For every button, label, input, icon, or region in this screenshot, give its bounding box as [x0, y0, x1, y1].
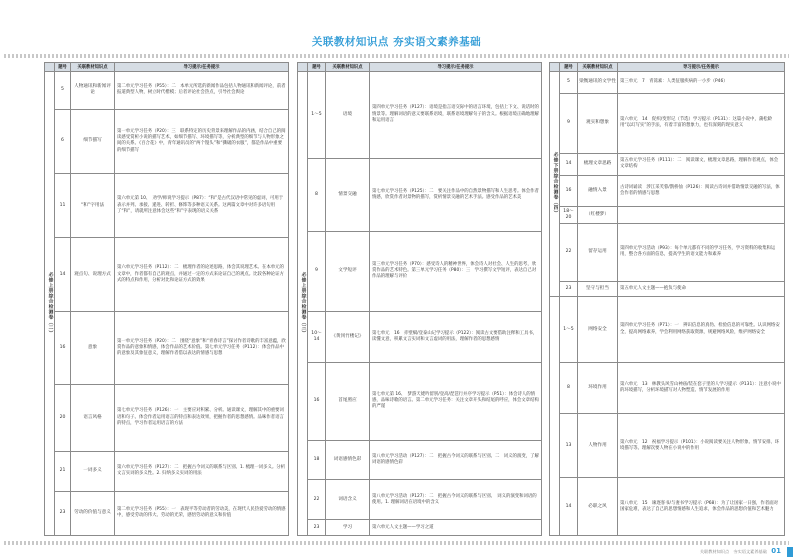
row-hint: 第三单元 7 青蒿素：人类征服疾病的一小步（P46）: [618, 72, 785, 94]
footer-text: [700, 547, 781, 555]
row-hint: 第八单元 15 谏逐客书/与妻书学习提示（P68）：为了让国家一日强，作者面对国家危难，表达了自己的思想情感和人生追求，体会作品的思想价值和艺术魅力: [618, 478, 785, 536]
table-row: [550, 175, 785, 206]
row-topic: “和”字用法: [71, 174, 115, 238]
row-no: 23: [560, 281, 578, 296]
header-topic: 关联教材知识点: [71, 63, 115, 72]
page-header: [0, 0, 793, 60]
table-row: [298, 72, 542, 159]
table-row: [550, 414, 785, 478]
row-hint: 第六单元 14 促织/变形记（节选）学习提示（P131）：这篇小说中，蒲松龄用“以幻写实”的手法，有着丰富的想象力，也有深刻的现实意义: [618, 94, 785, 154]
row-hint: 第五单元人文主题——抱负与使命: [618, 281, 785, 296]
table-row: [45, 174, 289, 238]
row-no: 11: [55, 174, 71, 238]
row-topic: 首尾照应: [326, 362, 370, 440]
row-no: 14: [560, 153, 578, 175]
row-topic: 融情入景: [578, 175, 618, 206]
row-hint: 第四单元学习任务（P127）：语境是指言语交际中的语言环境，包括上下文、说话时的情景等。理解词语的意义要联系语境，联系语境理解句子的含义。根据语境正确地理解和运用语言: [370, 72, 542, 159]
row-hint: 第七单元第 16、 梦游天姥吟留别/登高/琵琶行并序学习提示（P51）：体会诗人的情感，品味诗歌的语言。第二单元学习任务：关注文章开头和结尾的呼应，体会文章结构的严谨: [370, 362, 542, 440]
knowledge-table-b: [297, 62, 542, 536]
row-hint: 第六单元学习任务（P127）：二 把握古今词义的联系与区别。1. 梳理一词多义。分析文言实词的多义性。2. 归纳多义实词的用法: [115, 451, 289, 491]
table-row: [550, 94, 785, 154]
table-row: [298, 480, 542, 520]
row-topic: 情景交融: [326, 158, 370, 231]
group-label: 必修上册综合检测卷（二）: [45, 72, 55, 536]
table-row: [298, 520, 542, 536]
row-topic: 细节描写: [71, 109, 115, 173]
page-footer: [0, 539, 793, 559]
row-no: 20: [55, 384, 71, 451]
row-no: 6: [55, 109, 71, 173]
table-row: [298, 362, 542, 440]
row-no: 16: [308, 362, 326, 440]
row-topic: 词语含义: [326, 480, 370, 520]
header-no: 题号: [560, 63, 578, 72]
table-row: [298, 231, 542, 311]
knowledge-table-a: [44, 62, 289, 536]
footer-note: 关联教材知识点 夯实语文素养基础: [699, 549, 767, 554]
row-no: 5: [560, 72, 578, 94]
page-edge-tab: [787, 547, 793, 557]
table-panel-a: [44, 62, 289, 536]
row-topic: 环境作用: [578, 363, 618, 414]
row-topic: 语言风格: [71, 384, 115, 451]
table-row: [550, 281, 785, 296]
table-row: [45, 451, 289, 491]
row-no: 23: [55, 491, 71, 535]
row-hint: 第八单元学习活动（P127）：二 把握古今词义的联系与区别。二 词义的演变，了解词语的感情色彩: [370, 440, 542, 480]
row-hint: 第五单元学习任务（P111）：二 阅读课文，梳理文章思路，理解作者观点，体会文章结构: [618, 153, 785, 175]
table-row: [550, 206, 785, 223]
header-group: [298, 63, 308, 72]
row-hint: 古诗词诵读 涉江采芙蓉/鹊桥仙（P126）：阅读古诗词并借助情景交融的写法，体会作者的情感与思想: [618, 175, 785, 206]
footer-divider: [4, 541, 789, 545]
row-no: 18: [308, 440, 326, 480]
row-hint: 第二单元学习任务（P55）：二 本单元所选的新闻作品包括人物通讯和新闻评论，前者报道典型人物，树立时代楷模；后者评论社会热点，引导社会舆论: [115, 72, 289, 110]
row-hint: 第七单元学习任务（P125）：二 要关注作品中的自然景物描写和人生思考。体会作者情感，欣赏作者对景物的描写，赏析情景交融的艺术手法。感受作品的艺术美: [370, 158, 542, 231]
row-no: 9: [308, 231, 326, 311]
row-topic: 劳动的价值与意义: [71, 491, 115, 535]
table-row: [298, 158, 542, 231]
row-topic: 留存运用: [578, 223, 618, 281]
row-hint: [618, 206, 785, 223]
row-no: 13: [560, 414, 578, 478]
row-hint: 第四单元学习活动（P93）：每个单元都有不同的学习任务，学习资料的收集和运用，整合各方面的信息，提高学生的语文能力和素养: [618, 223, 785, 281]
row-no: 21: [55, 451, 71, 491]
row-topic: 学习: [326, 520, 370, 536]
row-no: 18～20: [560, 206, 578, 223]
row-hint: 第一单元学习任务（P20）：二 围绕“意象”和“青春诗言”探讨作者诗歌的丰富意蕴，欣赏作品的意象和情感，体会作品的艺术价值。第七单元学习任务（P112）：体会作品中的意象及其象征意义，理解作者借以表达的情感与思想: [115, 311, 289, 384]
row-topic: 一词多义: [71, 451, 115, 491]
row-topic: 人物作用: [578, 414, 618, 478]
row-topic: 观点句、说理方式: [71, 238, 115, 311]
row-no: 14: [560, 478, 578, 536]
table-row: [550, 153, 785, 175]
row-topic: 词语感情色彩: [326, 440, 370, 480]
row-hint: 第六单元第 10、 劝学/师说学习提示（P87）：“和”是古代汉语中常见的虚词，可用于表示并列、承接、递进、转折、修饰等多种语义关系。这两篇文章中对许多语句用了“和”，请就所注意体会这些“和”字表现的语义关系: [115, 174, 289, 238]
header-topic: 关联教材知识点: [326, 63, 370, 72]
table-row: [45, 238, 289, 311]
page-number: 01: [771, 547, 781, 555]
row-hint: 第六单元 12 祝福学习提示（P101）：小说阅读要关注人物形象、情节安排、环境描写等。理解次要人物在小说中的作用: [618, 414, 785, 478]
row-no: 16: [560, 175, 578, 206]
row-topic: 观实和想象: [578, 94, 618, 154]
row-topic: 人物通讯和新闻评论: [71, 72, 115, 110]
table-row: [298, 440, 542, 480]
row-no: 14: [55, 238, 71, 311]
row-no: 10～14: [308, 311, 326, 362]
row-hint: 第八单元学习活动（P127）：二 把握古今词义的联系与区别。 词义的演变和词语的使用。1. 理解词语在语境中的含义: [370, 480, 542, 520]
row-topic: 网络安全: [578, 296, 618, 362]
row-no: 8: [560, 363, 578, 414]
row-hint: 第六单元 13 林教头风雪山神庙/装在套子里的人学习提示（P131）：注意小说中的环境描写，分析环境描写对人物塑造、情节发展的作用: [618, 363, 785, 414]
header-group: [550, 63, 560, 72]
group-label: 必修下册综合检测卷（四）: [550, 72, 560, 297]
row-topic: 梳理文章思路: [578, 153, 618, 175]
table-row: [298, 311, 542, 362]
group-label: 必修上册综合检测卷（三）: [298, 72, 308, 536]
row-hint: 第六单元学习任务（P112）：二 梳理作者的论述思路，体会其说理艺术。在本单元的文章中，作者都有自己的观点，并通过一定的方式来论证自己的观点。比较各种论证方式的特点和作用，分析对比和论证方式的效果: [115, 238, 289, 311]
header-no: 题号: [308, 63, 326, 72]
row-no: 23: [308, 520, 326, 536]
table-row: [45, 109, 289, 173]
knowledge-table-c: [549, 62, 785, 536]
row-hint: 第一单元学习任务（P20）：三 联系特定的历史背景来理解作品的内涵，结合自己的阅读感受赏析小说的描写艺术，如细节描写、环境描写等，分析典型的细节与人物形象之间的关系。《百合花》中，青年通讯员的“两个馒头”和“撕破的衣服”，都是作品中重要的细节描写: [115, 109, 289, 173]
row-hint: 第七单元学习任务（P126）：一 主要应对积累、分析。通读课文，理解其中的重要词语和句子。体会作者运用语言的特点和表达效果，把握作者的思想感情。品味作者语言的特点，学习作者运用语言的方法: [115, 384, 289, 451]
group-label: [550, 296, 560, 535]
table-row: [550, 478, 785, 536]
row-topic: 意象: [71, 311, 115, 384]
table-row: [45, 491, 289, 535]
row-no: 5: [55, 72, 71, 110]
header-topic: 关联教材知识点: [578, 63, 618, 72]
row-topic: 文学短评: [326, 231, 370, 311]
header-hint: 导习提示/任务提示: [618, 63, 785, 72]
header-no: 题号: [55, 63, 71, 72]
row-hint: 第四单元学习任务（P71）：一 辨识信息的真伪、检验信息的可靠性。认识网络安全，提高网络素养，学会利用网络获取资源，规避网络风险，维护网络安全: [618, 296, 785, 362]
table-row: [45, 72, 289, 110]
table-row: [550, 296, 785, 362]
row-no: 8: [308, 158, 326, 231]
table-row: [550, 223, 785, 281]
row-hint: 第六单元人文主题——学习之道: [370, 520, 542, 536]
row-no: 22: [560, 223, 578, 281]
header-hint: 导习提示/任务提示: [370, 63, 542, 72]
table-panel-b: [297, 62, 542, 536]
page-title: 关联教材知识点 夯实语文素养基础: [311, 36, 482, 48]
row-hint: 第二单元学习任务（P55）：一 表现平等劳动者的劳动美，在现代人民热爱劳动的情感中，感受劳动的伟大、劳动的光荣，感悟劳动的意义和价值: [115, 491, 289, 535]
table-panel-c: [549, 62, 785, 536]
row-no: 22: [308, 480, 326, 520]
row-no: 1～5: [308, 72, 326, 159]
row-topic: 《黄冈竹楼记》: [326, 311, 370, 362]
table-row: [550, 72, 785, 94]
title-divider: [4, 54, 789, 58]
row-no: 1～5: [560, 296, 578, 362]
row-no: 16: [55, 311, 71, 384]
row-hint: 第三单元学习任务（P70）：感受诗人的精神世界，体会诗人对社会、人生的思考，欣赏作品的艺术特色。第三单元学习任务（P80）：三 学习撰写文学短评，表达自己对作品的理解与评价: [370, 231, 542, 311]
row-topic: （红楼梦）: [578, 206, 618, 223]
row-topic: 坚守与担当: [578, 281, 618, 296]
row-topic: 语境: [326, 72, 370, 159]
table-row: [45, 384, 289, 451]
row-topic: 必职之风: [578, 478, 618, 536]
row-hint: 第七单元 16 赤壁赋/登泰山记学习提示（P122）：阅读古文要借助注释和工具书，读懂文意，积累文言实词和文言虚词的用法，理解作者的思想感情: [370, 311, 542, 362]
row-no: 9: [560, 94, 578, 154]
table-row: [550, 363, 785, 414]
row-topic: 梁衡通讯的文学性: [578, 72, 618, 94]
table-row: [45, 311, 289, 384]
header-hint: 导习提示/任务提示: [115, 63, 289, 72]
header-group: [45, 63, 55, 72]
